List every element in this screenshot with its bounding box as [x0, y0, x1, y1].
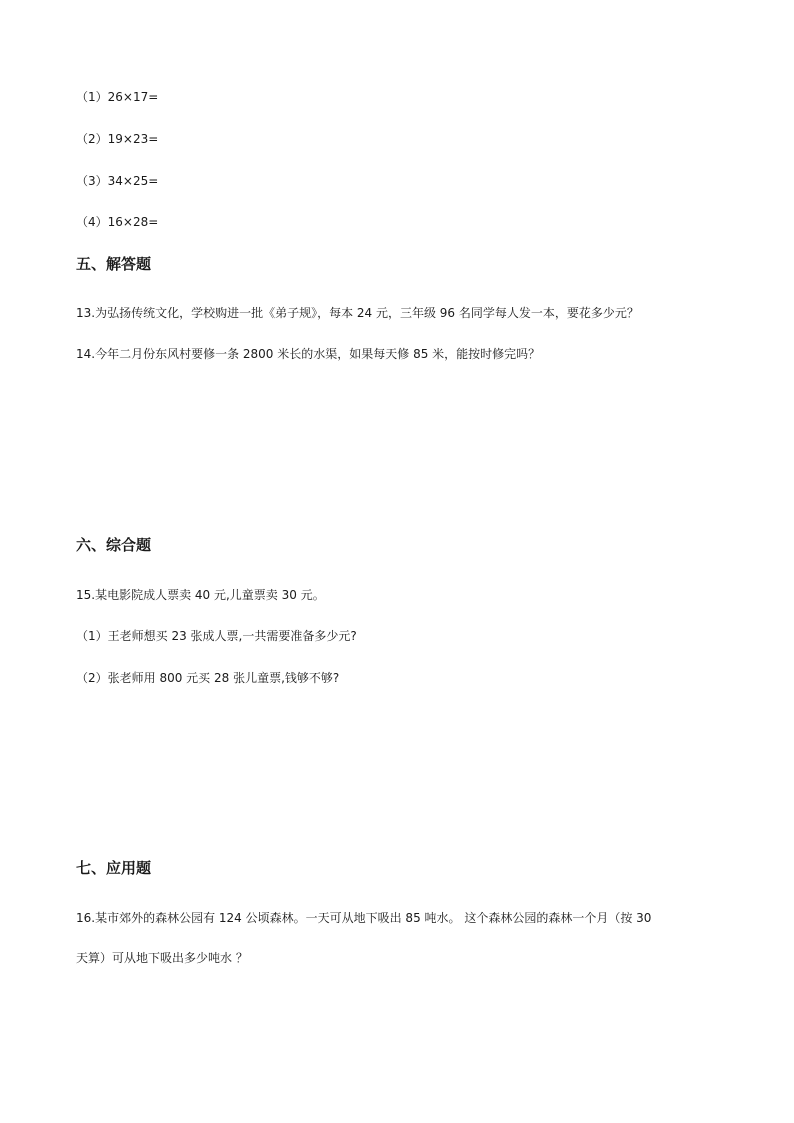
- question-15-part-2: （2）张老师用 800 元买 28 张儿童票,钱够不够?: [76, 671, 340, 685]
- section-5-heading: 五、解答题: [76, 255, 152, 273]
- question-14: 14.今年二月份东风村要修一条 2800 米长的水渠，如果每天修 85 米，能按时修完吗？: [76, 347, 541, 361]
- question-16-line-2: 天算）可从地下吸出多少吨水 ？: [76, 951, 248, 965]
- calc-item-4: （4）16×28=: [76, 215, 159, 229]
- calc-item-2: （2）19×23=: [76, 132, 159, 146]
- section-6-heading: 六、综合题: [76, 536, 152, 554]
- calc-item-1: （1）26×17=: [76, 90, 159, 104]
- calc-item-3: （3）34×25=: [76, 174, 159, 188]
- question-15-part-1: （1）王老师想买 23 张成人票,一共需要准备多少元?: [76, 629, 357, 643]
- question-13: 13.为弘扬传统文化，学校购进一批《弟子规》，每本 24 元，三年级 96 名同学每人发一本，要花多少元？: [76, 306, 639, 320]
- section-7-heading: 七、应用题: [76, 859, 152, 877]
- question-16-line-1: 16.某市郊外的森林公园有 124 公顷森林。一天可从地下吸出 85 吨水。 这个森林公园的森林一个月（按 30: [76, 911, 652, 925]
- question-15: 15.某电影院成人票卖 40 元,儿童票卖 30 元。: [76, 588, 325, 602]
